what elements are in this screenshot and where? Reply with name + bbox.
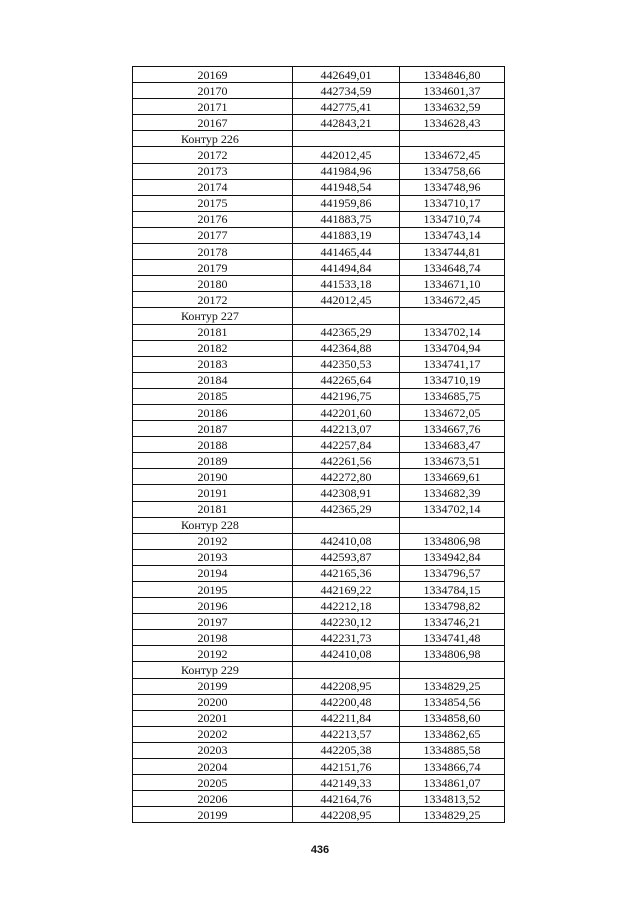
point-id-cell: 20206 [133,791,293,807]
point-id-cell: 20201 [133,710,293,726]
x-coordinate-cell: 442231,73 [293,630,400,646]
table-row [133,115,505,131]
y-coordinate-cell: 1334632,59 [400,99,505,115]
y-coordinate-cell: 1334672,05 [400,404,505,420]
y-coordinate-cell: 1334671,10 [400,276,505,292]
x-coordinate-cell: 442365,29 [293,501,400,517]
point-id-cell: 20187 [133,421,293,437]
x-coordinate-cell: 442410,08 [293,533,400,549]
x-coordinate-cell: 442208,95 [293,678,400,694]
point-id-cell: 20203 [133,742,293,758]
x-coordinate-cell: 442169,22 [293,582,400,598]
table-row [133,565,505,581]
y-coordinate-cell: 1334748,96 [400,179,505,195]
y-coordinate-cell: 1334669,61 [400,469,505,485]
x-coordinate-cell: 442211,84 [293,710,400,726]
contour-label: Контур 229 [133,662,293,678]
point-id-cell: 20192 [133,533,293,549]
x-coordinate-cell: 442364,88 [293,340,400,356]
point-id-cell: 20180 [133,276,293,292]
table-row [133,372,505,388]
x-coordinate-cell: 442261,56 [293,453,400,469]
x-coordinate-cell: 441883,75 [293,211,400,227]
point-id-cell: 20172 [133,147,293,163]
table-row [133,549,505,565]
x-coordinate-cell: 441959,86 [293,195,400,211]
y-coordinate-cell: 1334861,07 [400,775,505,791]
table-row [133,742,505,758]
point-id-cell: 20195 [133,582,293,598]
table-row [133,292,505,308]
y-coordinate-cell: 1334683,47 [400,437,505,453]
y-coordinate-cell: 1334813,52 [400,791,505,807]
y-coordinate-cell: 1334672,45 [400,292,505,308]
y-coordinate-cell: 1334741,48 [400,630,505,646]
page-number: 436 [310,844,330,856]
point-id-cell: 20199 [133,678,293,694]
y-coordinate-cell: 1334858,60 [400,710,505,726]
table-row [133,630,505,646]
table-row [133,260,505,276]
point-id-cell: 20176 [133,211,293,227]
point-id-cell: 20197 [133,614,293,630]
y-coordinate-cell: 1334758,66 [400,163,505,179]
y-coordinate-cell: 1334648,74 [400,260,505,276]
point-id-cell: 20173 [133,163,293,179]
point-id-cell: 20190 [133,469,293,485]
x-coordinate-cell: 441533,18 [293,276,400,292]
x-coordinate-cell [293,308,400,324]
y-coordinate-cell [400,308,505,324]
table-row [133,453,505,469]
point-id-cell: 20185 [133,388,293,404]
table-row [133,775,505,791]
contour-label: Контур 227 [133,308,293,324]
x-coordinate-cell: 442365,29 [293,324,400,340]
point-id-cell: 20184 [133,372,293,388]
x-coordinate-cell [293,662,400,678]
table-row [133,179,505,195]
y-coordinate-cell: 1334885,58 [400,742,505,758]
y-coordinate-cell: 1334682,39 [400,485,505,501]
x-coordinate-cell [293,517,400,533]
point-id-cell: 20202 [133,726,293,742]
y-coordinate-cell: 1334628,43 [400,115,505,131]
x-coordinate-cell: 442213,57 [293,726,400,742]
x-coordinate-cell: 442230,12 [293,614,400,630]
y-coordinate-cell: 1334744,81 [400,244,505,260]
table-row [133,791,505,807]
x-coordinate-cell: 441984,96 [293,163,400,179]
table-row [133,211,505,227]
y-coordinate-cell: 1334829,25 [400,678,505,694]
y-coordinate-cell: 1334942,84 [400,549,505,565]
point-id-cell: 20196 [133,598,293,614]
y-coordinate-cell: 1334673,51 [400,453,505,469]
table-row [133,421,505,437]
x-coordinate-cell: 441494,84 [293,260,400,276]
x-coordinate-cell: 442649,01 [293,67,400,83]
table-row [133,404,505,420]
table-row [133,678,505,694]
y-coordinate-cell: 1334829,25 [400,807,505,823]
point-id-cell: 20192 [133,646,293,662]
table-row [133,227,505,243]
x-coordinate-cell [293,131,400,147]
point-id-cell: 20199 [133,807,293,823]
point-id-cell: 20174 [133,179,293,195]
table-row [133,582,505,598]
table-row [133,469,505,485]
x-coordinate-cell: 442196,75 [293,388,400,404]
x-coordinate-cell: 442350,53 [293,356,400,372]
contour-header-row [133,517,505,533]
contour-header-row [133,662,505,678]
x-coordinate-cell: 442212,18 [293,598,400,614]
point-id-cell: 20183 [133,356,293,372]
x-coordinate-cell: 441465,44 [293,244,400,260]
y-coordinate-cell: 1334846,80 [400,67,505,83]
y-coordinate-cell [400,131,505,147]
point-id-cell: 20191 [133,485,293,501]
x-coordinate-cell: 442149,33 [293,775,400,791]
table-row [133,244,505,260]
table-row [133,759,505,775]
point-id-cell: 20181 [133,324,293,340]
y-coordinate-cell: 1334806,98 [400,646,505,662]
table-row [133,646,505,662]
y-coordinate-cell: 1334704,94 [400,340,505,356]
y-coordinate-cell: 1334784,15 [400,582,505,598]
contour-label: Контур 228 [133,517,293,533]
table-row [133,163,505,179]
x-coordinate-cell: 442205,38 [293,742,400,758]
x-coordinate-cell: 442410,08 [293,646,400,662]
y-coordinate-cell: 1334672,45 [400,147,505,163]
table-row [133,388,505,404]
table-row [133,340,505,356]
y-coordinate-cell: 1334862,65 [400,726,505,742]
x-coordinate-cell: 442775,41 [293,99,400,115]
table-row [133,147,505,163]
y-coordinate-cell: 1334854,56 [400,694,505,710]
point-id-cell: 20198 [133,630,293,646]
table-row [133,726,505,742]
x-coordinate-cell: 442843,21 [293,115,400,131]
x-coordinate-cell: 442308,91 [293,485,400,501]
contour-label: Контур 226 [133,131,293,147]
table-row [133,276,505,292]
table-row [133,83,505,99]
table-row [133,67,505,83]
point-id-cell: 20169 [133,67,293,83]
x-coordinate-cell: 442593,87 [293,549,400,565]
table-row [133,195,505,211]
point-id-cell: 20188 [133,437,293,453]
table-row [133,437,505,453]
x-coordinate-cell: 442734,59 [293,83,400,99]
table-row [133,598,505,614]
coordinates-table-body [133,67,505,823]
point-id-cell: 20193 [133,549,293,565]
point-id-cell: 20200 [133,694,293,710]
y-coordinate-cell: 1334866,74 [400,759,505,775]
table-row [133,324,505,340]
x-coordinate-cell: 442265,64 [293,372,400,388]
table-row [133,356,505,372]
y-coordinate-cell: 1334702,14 [400,324,505,340]
table-row [133,694,505,710]
x-coordinate-cell: 442257,84 [293,437,400,453]
point-id-cell: 20194 [133,565,293,581]
y-coordinate-cell [400,517,505,533]
point-id-cell: 20171 [133,99,293,115]
x-coordinate-cell: 441883,19 [293,227,400,243]
y-coordinate-cell: 1334741,17 [400,356,505,372]
point-id-cell: 20182 [133,340,293,356]
y-coordinate-cell: 1334798,82 [400,598,505,614]
table-row [133,710,505,726]
table-row [133,614,505,630]
y-coordinate-cell [400,662,505,678]
contour-header-row [133,131,505,147]
y-coordinate-cell: 1334702,14 [400,501,505,517]
x-coordinate-cell: 442208,95 [293,807,400,823]
y-coordinate-cell: 1334710,74 [400,211,505,227]
table-row [133,807,505,823]
y-coordinate-cell: 1334710,17 [400,195,505,211]
y-coordinate-cell: 1334746,21 [400,614,505,630]
point-id-cell: 20175 [133,195,293,211]
contour-header-row [133,308,505,324]
point-id-cell: 20186 [133,404,293,420]
point-id-cell: 20204 [133,759,293,775]
y-coordinate-cell: 1334796,57 [400,565,505,581]
x-coordinate-cell: 441948,54 [293,179,400,195]
table-row [133,501,505,517]
y-coordinate-cell: 1334743,14 [400,227,505,243]
point-id-cell: 20172 [133,292,293,308]
x-coordinate-cell: 442012,45 [293,292,400,308]
y-coordinate-cell: 1334601,37 [400,83,505,99]
x-coordinate-cell: 442151,76 [293,759,400,775]
x-coordinate-cell: 442200,48 [293,694,400,710]
x-coordinate-cell: 442201,60 [293,404,400,420]
x-coordinate-cell: 442164,76 [293,791,400,807]
table-row [133,533,505,549]
x-coordinate-cell: 442165,36 [293,565,400,581]
point-id-cell: 20205 [133,775,293,791]
y-coordinate-cell: 1334667,76 [400,421,505,437]
x-coordinate-cell: 442213,07 [293,421,400,437]
x-coordinate-cell: 442272,80 [293,469,400,485]
table-row [133,99,505,115]
y-coordinate-cell: 1334710,19 [400,372,505,388]
coordinates-table [132,66,505,823]
point-id-cell: 20170 [133,83,293,99]
point-id-cell: 20179 [133,260,293,276]
y-coordinate-cell: 1334806,98 [400,533,505,549]
y-coordinate-cell: 1334685,75 [400,388,505,404]
point-id-cell: 20181 [133,501,293,517]
table-row [133,485,505,501]
point-id-cell: 20167 [133,115,293,131]
point-id-cell: 20177 [133,227,293,243]
x-coordinate-cell: 442012,45 [293,147,400,163]
point-id-cell: 20189 [133,453,293,469]
point-id-cell: 20178 [133,244,293,260]
